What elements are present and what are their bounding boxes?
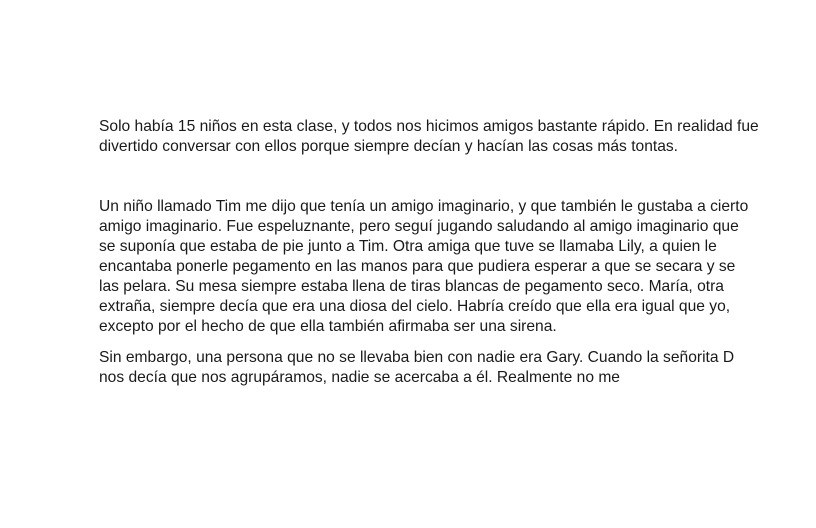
document-body <box>99 117 759 388</box>
paragraph-3: Sin embargo, una persona que no se llevaba bien con nadie era Gary. Cuando la señorita D nos decía que nos agrupáramos, nadie se acercaba a él. Realmente no me <box>99 349 735 386</box>
paragraph-1: Solo había 15 niños en esta clase, y todos nos hicimos amigos bastante rápido. En realidad fue divertido conversar con ellos porque siempre decían y hacían las cosas más tontas. <box>99 118 759 155</box>
paragraph-2: Un niño llamado Tim me dijo que tenía un amigo imaginario, y que también le gustaba a cierto amigo imaginario. Fue espeluznante, pero seguí jugando saludando al amigo imaginario que se suponía que estaba de pie junto a Tim. Otra amiga que tuve se llamaba Lily, a quien le encantaba ponerle pegamento en las manos para que pudiera esperar a que se secara y se las pelara. Su mesa siempre estaba llena de tiras blancas de pegamento seco. María, otra extraña, siempre decía que era una diosa del cielo. Habría creído que ella era igual que yo, excepto por el hecho de que ella también afirmaba ser una sirena. <box>99 198 749 335</box>
